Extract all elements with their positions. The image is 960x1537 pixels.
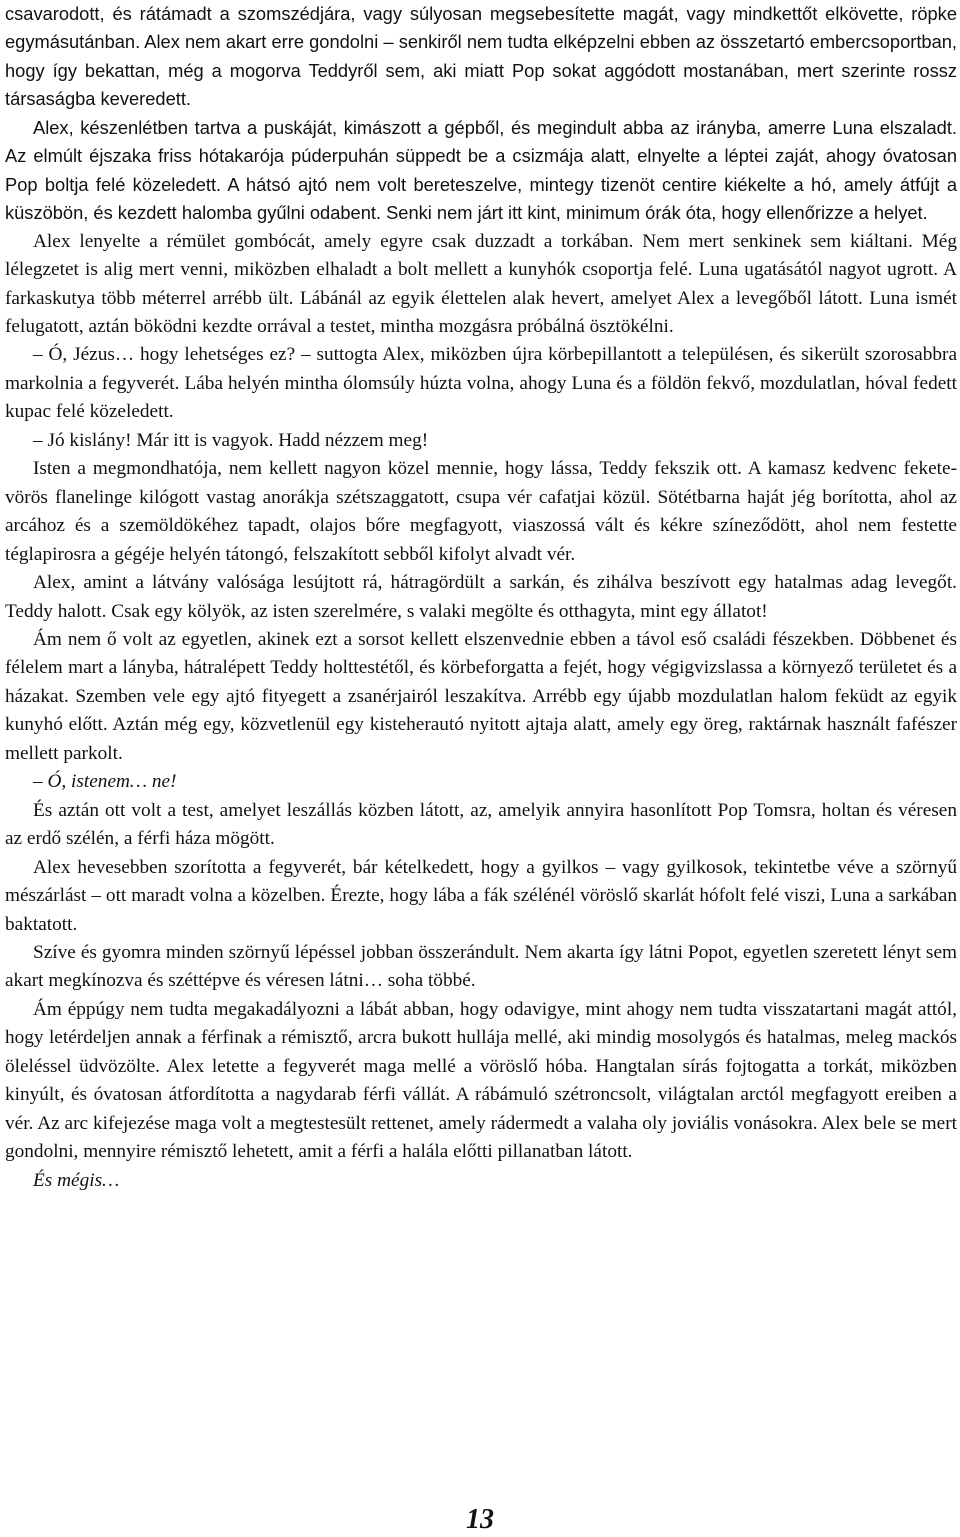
paragraph: Alex, amint a látvány valósága lesújtott rá, hátragördült a sarkán, és zihálva beszívott egy hatalmas adag levegőt. Teddy halott. Csak egy kölyök, az isten szerelmére, s valaki megölte és otthagyta, mint egy állatot! [5,572,957,622]
dialogue-paragraph: – Ó, istenem… ne! [33,771,177,793]
paragraph: csavarodott, és rátámadt a szomszédjára, vagy súlyosan megsebesítette magát, vagy mindkettőt elkövette, röpke egymásutánban. Alex nem akart erre gondolni – senkiről nem tudta elképzelni ebben az összetartó embercsoportban, hogy így bekattan, még a mogorva Teddyről sem, aki miatt Pop sokat aggódott mostanában, mert szerinte rossz társaságba keveredett. [5,3,957,110]
paragraph: Ám nem ő volt az egyetlen, akinek ezt a sorsot kellett elszenvednie ebben a távol eső családi fészekben. Döbbenet és félelem mart a lányba, hátralépett Teddy holttestétől, és körbeforgatta a fejét, hogy végigvizslassa a környező területet és a házakat. Szemben vele egy ajtó fityegett a zsanérjairól leszakítva. Arrébb egy újabb mozdulatlan halom feküdt az egyik kunyhó előtt. Aztán még egy, közvetlenül egy kisteherautó nyitott ajtaja alatt, amely egy öreg, raktárnak használt fafészer mellett parkolt. [5,628,957,764]
paragraph: Ám éppúgy nem tudta megakadályozni a lábát abban, hogy odavigye, mint ahogy nem tudta visszatartani magát attól, hogy letérdeljen annak a férfinak a rémisztő, arcra bukott hullája mellé, aki mindig mosolygós és hatalmas, meleg mackós öleléssel üdvözölte. Alex letette a fegyverét maga mellé a vöröslő hóba. Hangtalan sírás fojtogatta a torkát, miközben kinyúlt, és óvatosan átfordította a nagydarab férfi vállát. A rábámuló szétroncsolt, világtalan arctól megfagyott ereiben a vér. Az arc kifejezése maga volt a megtestesült rettenet, amely rádermedt a valaha oly joviális vonásokra. Alex bele se mert gondolni, mennyire rémisztő lehetett, amit a férfi a halála előtti pillanatban látott. [5,998,957,1163]
paragraph: Isten a megmondhatója, nem kellett nagyon közel mennie, hogy lássa, Teddy fekszik ott. A kamasz kedvenc fekete-vörös flanelinge kilógott vastag anorákja szétszaggatott, csupa vér cafatjai közül. Sötétbarna haját jég borította, ahol az arcához és a szemöldökéhez tapadt, olajos bőre megfagyott, viaszossá vált és kékre színeződött, ahol nem festette téglapirosra a gégéje helyén tátongó, felszakított sebből kifolyt alvadt vér. [5,458,957,565]
paragraph: És aztán ott volt a test, amelyet leszállás közben látott, az, amelyik annyira hasonlított Pop Tomsra, holtan és véresen az erdő szélén, a férfi háza mögött. [5,799,957,850]
body-text [5,0,957,1195]
dialogue-paragraph: – Jó kislány! Már itt is vagyok. Hadd nézzem meg! [33,429,429,451]
dialogue-paragraph: – Ó, Jézus… hogy lehetséges ez? – suttogta Alex, miközben újra körbepillantott a településen, és sikerült szorosabbra markolnia a fegyverét. Lába helyén mintha ólomsúly húzta volna, ahogy Luna és a földön fekvő, mozdulatlan, hóval fedett kupac felé közeledett. [5,344,957,423]
page-number: 13 [466,1504,494,1535]
paragraph: Alex, készenlétben tartva a puskáját, kimászott a gépből, és megindult abba az irányba, amerre Luna elszaladt. Az elmúlt éjszaka friss hótakarója púderpuhán süppedt be a csizmája alatt, elnyelte a léptei zaját, ahogy óvatosan Pop boltja felé közeledett. A hátsó ajtó nem volt bereteszelve, mintegy tizenöt centire kiékelte a hó, amely átfújt a küszöbön, és kezdett halomba gyűlni odabent. Senki nem járt itt kint, minimum órák óta, hogy ellenőrizze a helyet. [5,116,957,224]
paragraph: Szíve és gyomra minden szörnyű lépéssel jobban összerándult. Nem akarta így látni Popot, egyetlen szeretett lényt sem akart megkínozva és széttépve és véresen látni… soha többé. [5,941,957,992]
paragraph: És mégis… [33,1169,120,1191]
paragraph: Alex lenyelte a rémület gombócát, amely egyre csak duzzadt a torkában. Nem mert senkinek sem kiáltani. Még lélegzetet is alig mert venni, miközben elhaladt a bolt mellett a kunyhók csoportja felé. Luna ugatásától nagyot ugrott. A farkaskutya több méterrel arrébb ült. Lábánál az egyik élettelen alak hevert, amelyet Alex a levegőből látott. Luna ismét felugatott, aztán böködni kezdte orrával a testet, mintha mozgásra próbálná ösztökélni. [5,230,957,337]
paragraph: Alex hevesebben szorította a fegyverét, bár kételkedett, hogy a gyilkos – vagy gyilkosok, tekintetbe véve a szörnyű mészárlást – ott maradt volna a közelben. Érezte, hogy lába a fák szélénél vöröslő skarlát hófolt felé viszi, Luna a sarkában baktatott. [5,856,957,935]
